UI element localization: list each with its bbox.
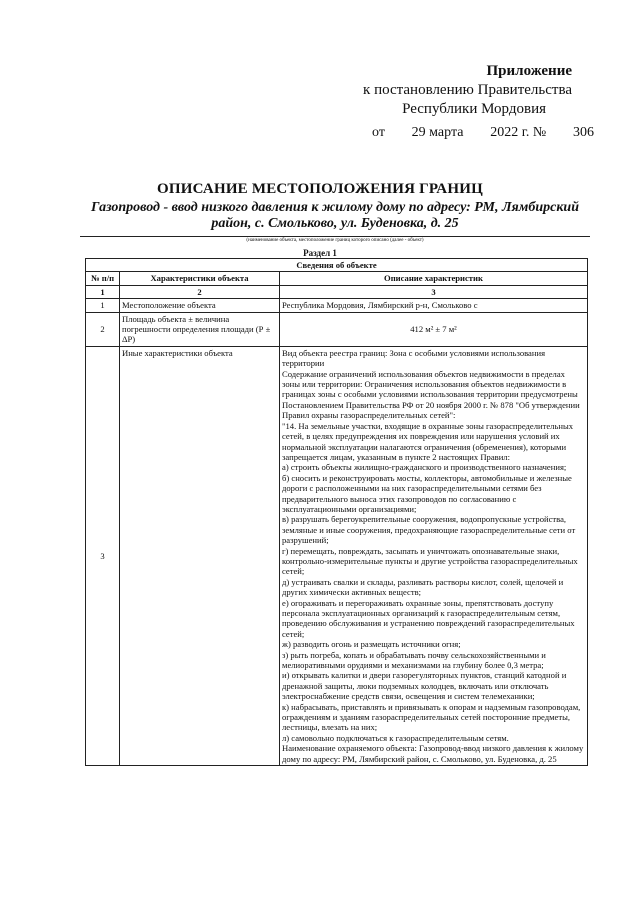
object-info-table: [85, 258, 588, 766]
column-number: 2: [120, 285, 280, 298]
row-characteristic: Местоположение объекта: [120, 299, 280, 312]
description-paragraph: Наименование охраняемого объекта: Газопровод-ввод низкого давления к жилому дому по адресу: РМ, Лямбирский район, с. Смольково, ул. Буденовка, д. 25: [282, 743, 584, 764]
table-row: [86, 312, 588, 346]
description-paragraph: Вид объекта реестра границ: Зона с особыми условиями использования территории: [282, 347, 546, 369]
table-row: [86, 299, 588, 312]
section-label: Раздел 1: [303, 248, 337, 258]
appendix-date: [372, 123, 594, 142]
date-prefix: от: [372, 125, 385, 140]
description-paragraph: "14. На земельные участки, входящие в охранные зоны газораспределительных сетей, в целях предупреждения их повреждения или нарушения условий их нормальной эксплуатации налагаются ограничения (обременения), которыми запрещается лицам, указанным в пункте 2 настоящих Правил:: [282, 420, 574, 462]
document-subtitle: Газопровод - ввод низкого давления к жилому дому по адресу: РМ, Лямбирский район, с. Смольково, ул. Буденовка, д. 25: [90, 200, 580, 231]
appendix-title: Приложение: [486, 63, 572, 79]
header-description: Описание характеристик: [280, 272, 588, 285]
description-paragraph: е) огораживать и перегораживать охранные зоны, препятствовать доступу персонала эксплуатационных организаций к газораспределительным сетям, проведению обслуживания и устранению повреждений газораспределительных сетей;: [282, 597, 575, 639]
header-characteristic: Характеристики объекта: [120, 272, 280, 285]
appendix-line-2: Республики Мордовия: [402, 101, 546, 117]
description-paragraph: и) открывать калитки и двери газорегуляторных пунктов, станций катодной и дренажной защиты, люки подземных колодцев, включать или отключать электроснабжение средств связи, освещения и систем телемеханики;: [282, 670, 567, 702]
description-paragraph: в) разрушать берегоукрепительные сооружения, водопропускные устройства, земляные и иные сооружения, предохраняющие газораспределительные сети от разрушений;: [282, 514, 576, 546]
description-paragraph: б) сносить и реконструировать мосты, коллекторы, автомобильные и железные дороги с расположенными на них газораспределительными сетями без предварительного выноса этих газопроводов по согласованию с эксплуатационными организациями;: [282, 472, 572, 514]
description-paragraph: л) самовольно подключаться к газораспределительным сетям.: [282, 732, 509, 743]
column-number: 3: [280, 285, 588, 298]
description-paragraph: з) рыть погреба, копать и обрабатывать почву сельскохозяйственными и мелиоративными орудиями и механизмами на глубину более 0,3 метра;: [282, 649, 546, 671]
decree-number: 306: [572, 125, 594, 140]
document-title: ОПИСАНИЕ МЕСТОПОЛОЖЕНИЯ ГРАНИЦ: [157, 181, 483, 197]
table-row: [86, 346, 588, 765]
appendix-line-1: к постановлению Правительства: [363, 82, 572, 98]
document-note: (наименование объекта, местоположение границ которого описано (далее - объект): [80, 236, 590, 243]
table-caption-row: [86, 259, 588, 272]
row-number: 2: [86, 312, 120, 346]
row-characteristic: Иные характеристики объекта: [120, 346, 280, 765]
description-paragraph: а) строить объекты жилищно-гражданского и производственного назначения;: [282, 462, 567, 473]
row-number: 1: [86, 299, 120, 312]
appendix-block: [294, 62, 594, 142]
table-header-row: [86, 272, 588, 285]
row-characteristic: Площадь объекта ± величина погрешности определения площади (Р ± ΔР): [120, 312, 280, 346]
header-number: № п/п: [86, 272, 120, 285]
row-description: 412 м² ± 7 м²: [280, 312, 588, 346]
description-paragraph: д) устраивать свалки и склады, разливать растворы кислот, солей, щелочей и других химически активных веществ;: [282, 576, 564, 598]
date-year-no: 2022 г. №: [490, 125, 547, 140]
date-day-month: 29 марта: [411, 125, 464, 140]
column-number: 1: [86, 285, 120, 298]
row-number: 3: [86, 346, 120, 765]
description-paragraph: к) набрасывать, приставлять и привязывать к опорам и надземным газопроводам, ограждениям и зданиям газораспределительных сетей посторонние предметы, лестницы, влезать на них;: [282, 701, 581, 733]
row-description: Республика Мордовия, Лямбирский р-н, Смольково с: [280, 299, 588, 312]
description-paragraph: ж) разводить огонь и размещать источники огня;: [282, 639, 461, 650]
table-caption: Сведения об объекте: [86, 259, 588, 272]
description-paragraph: Содержание ограничений использования объектов недвижимости в пределах зоны или территории: Ограничения использования объектов недвижимости в границах зоны с особыми условиями использования территории предусмотрены Постановлением Правительства РФ от 20 ноября 2000 г. № 878 "Об утверждении Правил охраны газораспределительных сетей":: [282, 368, 580, 421]
row-description: [280, 346, 588, 765]
description-paragraph: г) перемещать, повреждать, засыпать и уничтожать опознавательные знаки, контрольно-измерительные пункты и другие устройства газораспределительных сетей;: [282, 545, 578, 577]
column-number-row: [86, 285, 588, 298]
